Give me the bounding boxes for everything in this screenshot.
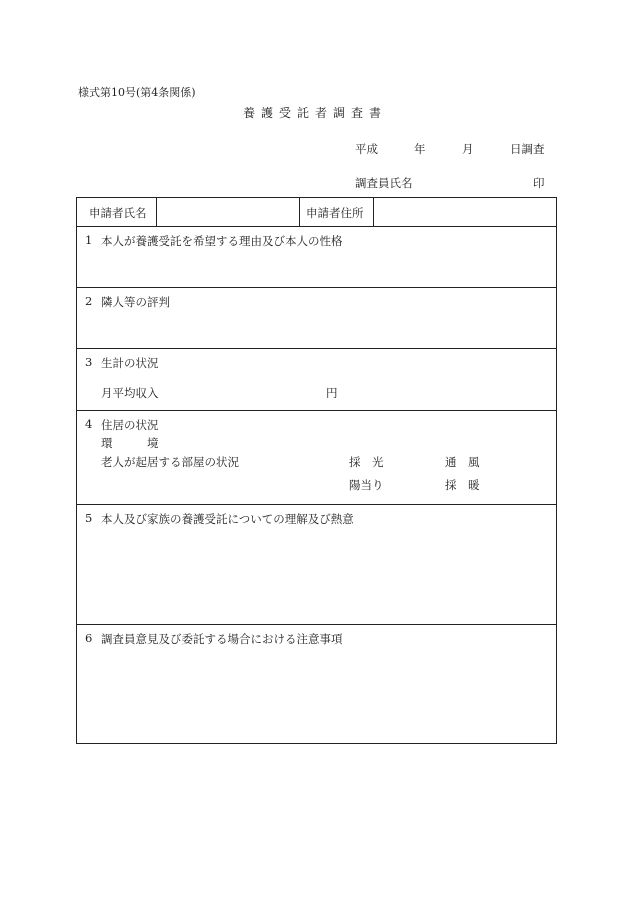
section-1-number: 1 — [85, 233, 93, 247]
heating-label: 採 暖 — [445, 478, 480, 492]
era-label: 平成 — [355, 142, 378, 156]
section-5-label: 本人及び家族の養護受託についての理解及び熱意 — [101, 512, 354, 526]
section-2-label: 隣人等の評判 — [101, 295, 170, 309]
section-6-number: 6 — [85, 631, 93, 645]
section-4-number: 4 — [85, 417, 93, 431]
applicant-address-field[interactable] — [374, 198, 556, 226]
section-6-label: 調査員意見及び委託する場合における注意事項 — [101, 632, 343, 646]
section-1-label: 本人が養護受託を希望する理由及び本人の性格 — [101, 234, 343, 248]
section-3-number: 3 — [85, 355, 93, 369]
section-6[interactable] — [77, 625, 556, 743]
section-3[interactable] — [77, 349, 556, 411]
month-label: 月 — [462, 142, 474, 156]
investigator-name-label: 調査員氏名 — [355, 176, 413, 190]
applicant-address-label: 申請者住所 — [306, 206, 364, 220]
section-1[interactable] — [77, 227, 556, 288]
investigation-form-table — [76, 197, 557, 744]
form-number: 様式第10号(第4条関係) — [78, 86, 196, 99]
section-2[interactable] — [77, 288, 556, 349]
seal-mark: 印 — [533, 176, 545, 190]
section-3-label: 生計の状況 — [101, 356, 159, 370]
applicant-name-field[interactable] — [157, 198, 299, 226]
cell-divider — [299, 198, 300, 226]
room-condition-label: 老人が起居する部屋の状況 — [101, 455, 239, 469]
form-title: 養護受託者調査書 — [242, 106, 387, 120]
section-4-label: 住居の状況 — [101, 418, 159, 432]
day-investigation-label: 日調査 — [510, 142, 545, 156]
section-2-number: 2 — [85, 294, 93, 308]
sunlight-label: 陽当り — [349, 478, 384, 492]
applicant-name-label: 申請者氏名 — [89, 206, 147, 220]
income-unit: 円 — [326, 386, 338, 400]
ventilation-label: 通 風 — [445, 455, 480, 469]
section-5-number: 5 — [85, 511, 93, 525]
section-4[interactable] — [77, 411, 556, 505]
year-label: 年 — [414, 142, 426, 156]
applicant-row — [77, 198, 556, 227]
monthly-income-label: 月平均収入 — [101, 386, 159, 400]
environment-label: 環 境 — [101, 436, 159, 450]
section-5[interactable] — [77, 505, 556, 625]
lighting-label: 採 光 — [349, 455, 384, 469]
